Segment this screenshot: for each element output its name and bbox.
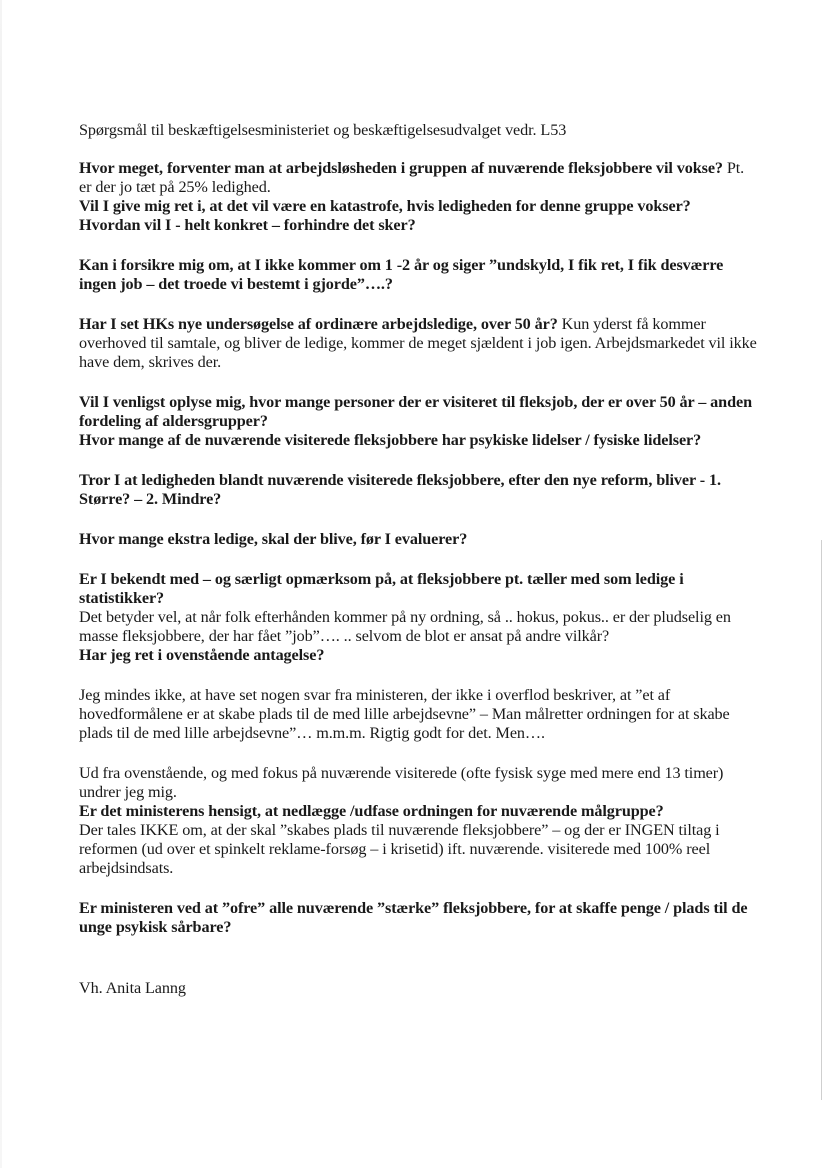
scan-edge-left bbox=[0, 0, 2, 1168]
question-7b: Har jeg ret i ovenstående antagelse? bbox=[79, 646, 325, 664]
signature: Vh. Anita Lanng bbox=[79, 979, 186, 997]
paragraph-9b: Der tales IKKE om, at der skal ”skabes plads til nuværende fleksjobbere” – og der er INGEN tiltag i reformen (ud over et spinkelt reklame-forsøg – i krisetid) ift. nuværende. visiterede med 100% reel arbejdsindsats. bbox=[79, 821, 720, 877]
question-block-7 bbox=[79, 570, 759, 665]
question-5: Tror I at ledigheden blandt nuværende visiterede fleksjobbere, efter den nye reform, bliver - 1. Større? – 2. Mindre? bbox=[79, 471, 721, 508]
question-7-text: Det betyder vel, at når folk efterhånden kommer på ny ordning, så .. hokus, pokus.. er der pludselig en masse fleksjobbere, der har fået ”job”…. .. selvom de blot er ansat på andre vilkår? bbox=[79, 608, 731, 645]
question-4b: Hvor mange af de nuværende visiterede fleksjobbere har psykiske lidelser / fysiske lidelser? bbox=[79, 431, 702, 449]
letter-body bbox=[79, 121, 759, 998]
question-block-4 bbox=[79, 393, 759, 450]
question-2: Kan i forsikre mig om, at I ikke kommer om 1 -2 år og siger ”undskyld, I fik ret, I fik desværre ingen job – det troede vi bestemt i gjorde”….? bbox=[79, 256, 724, 293]
question-block-1 bbox=[79, 159, 759, 235]
question-9: Er det ministerens hensigt, at nedlægge /udfase ordningen for nuværende målgruppe? bbox=[79, 802, 664, 820]
question-block-9 bbox=[79, 764, 759, 878]
question-4a: Vil I venligst oplyse mig, hvor mange personer der er visiteret til fleksjob, der er over 50 år – anden fordeling af aldersgrupper? bbox=[79, 393, 752, 430]
question-10: Er ministeren ved at ”ofre” alle nuværende ”stærke” fleksjobbere, for at skaffe penge / plads til de unge psykisk sårbare? bbox=[79, 899, 748, 936]
question-3-bold: Har I set HKs nye undersøgelse af ordinære arbejdsledige, over 50 år? bbox=[79, 315, 558, 333]
question-1a bbox=[79, 159, 759, 197]
paragraph-8: Jeg mindes ikke, at have set nogen svar fra ministeren, der ikke i overflod beskriver, at ”et af hovedformålene er at skabe plads til de med lille arbejdsevne” – Man målretter ordningen for at skabe plads til de med lille arbejdsevne”… m.m.m. Rigtig godt for det. Men…. bbox=[79, 686, 730, 742]
question-3 bbox=[79, 315, 759, 372]
paragraph-9a: Ud fra ovenstående, og med fokus på nuværende visiterede (ofte fysisk syge med mere end 13 timer) undrer jeg mig. bbox=[79, 764, 724, 801]
scan-edge-right bbox=[821, 540, 822, 1100]
question-1a-bold: Hvor meget, forventer man at arbejdsløsheden i gruppen af nuværende fleksjobbere vil vokse? bbox=[79, 159, 723, 177]
question-1b: Vil I give mig ret i, at det vil være en katastrofe, hvis ledigheden for denne gruppe vokser? bbox=[79, 197, 691, 215]
question-6: Hvor mange ekstra ledige, skal der blive, før I evaluerer? bbox=[79, 530, 468, 548]
subject-line: Spørgsmål til beskæftigelsesministeriet og beskæftigelsesudvalget vedr. L53 bbox=[79, 121, 567, 139]
question-3-text: Kun yderst få kommer overhoved til samtale, og bliver de ledige, kommer de meget sjældent i job igen. Arbejdsmarkedet vil ikke have dem, skrives der. bbox=[79, 315, 757, 371]
question-1a-text: Pt. er der jo tæt på 25% ledighed. bbox=[79, 159, 745, 196]
question-1c: Hvordan vil I - helt konkret – forhindre det sker? bbox=[79, 216, 416, 234]
question-7a: Er I bekendt med – og særligt opmærksom på, at fleksjobbere pt. tæller med som ledige i statistikker? bbox=[79, 570, 684, 607]
